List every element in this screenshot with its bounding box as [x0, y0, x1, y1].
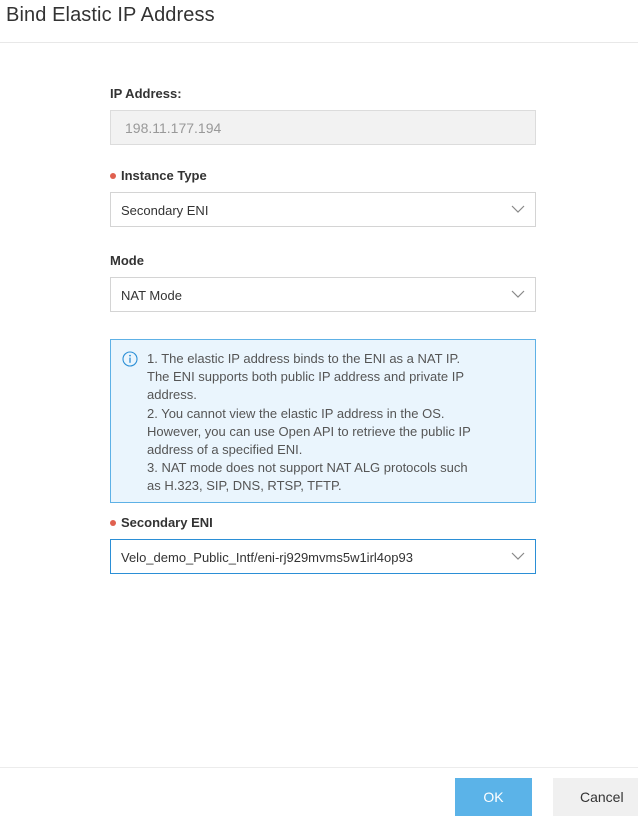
info-line: 2. You cannot view the elastic IP address in the OS.: [147, 405, 445, 421]
nat-mode-info-box: [110, 339, 536, 503]
required-indicator: [110, 173, 116, 179]
chevron-down-icon: [511, 202, 525, 216]
secondary-eni-select[interactable]: [110, 539, 536, 574]
chevron-down-icon: [511, 549, 525, 563]
ok-button[interactable]: OK: [455, 778, 532, 816]
mode-label: Mode: [110, 253, 144, 268]
secondary-eni-label: [110, 515, 213, 530]
secondary-eni-value: Velo_demo_Public_Intf/eni-rj929mvms5w1irl4op93: [121, 550, 413, 565]
ip-address-field: 198.11.177.194: [110, 110, 536, 145]
info-line: address of a specified ENI.: [147, 442, 303, 458]
mode-value: NAT Mode: [121, 288, 182, 303]
instance-type-value: Secondary ENI: [121, 203, 209, 218]
chevron-down-icon: [511, 287, 525, 301]
info-line: 1. The elastic IP address binds to the ENI as a NAT IP.: [147, 351, 461, 366]
info-line: 3. NAT mode does not support NAT ALG protocols such: [147, 460, 468, 476]
secondary-eni-label-text: Secondary ENI: [121, 515, 213, 530]
info-line: The ENI supports both public IP address and private IP: [147, 369, 464, 385]
info-line: address.: [147, 387, 197, 403]
mode-select[interactable]: [110, 277, 536, 312]
dialog-footer: [0, 767, 638, 821]
info-icon: [122, 351, 138, 367]
dialog-header: [0, 0, 638, 43]
dialog-title: Bind Elastic IP Address: [6, 4, 215, 26]
instance-type-label: [110, 168, 207, 183]
info-line: However, you can use Open API to retrieve the public IP: [147, 423, 471, 439]
cancel-button[interactable]: Cancel: [553, 778, 638, 816]
instance-type-select[interactable]: [110, 192, 536, 227]
required-indicator: [110, 520, 116, 526]
info-line: as H.323, SIP, DNS, RTSP, TFTP.: [147, 478, 342, 494]
ip-address-label: IP Address:: [110, 86, 182, 101]
instance-type-label-text: Instance Type: [121, 168, 207, 183]
